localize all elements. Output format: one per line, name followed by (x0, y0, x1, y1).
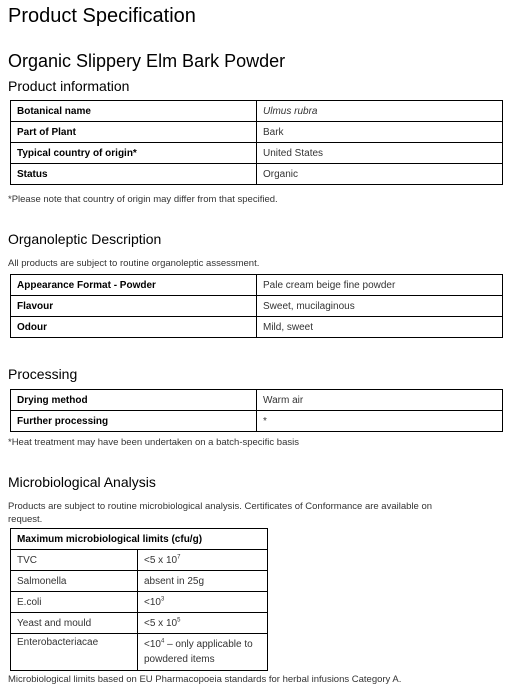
row-value: Organic (257, 164, 503, 185)
document-title: Product Specification (8, 5, 196, 27)
row-label: Botanical name (11, 101, 257, 122)
row-label: Enterobacteriacae (11, 634, 138, 671)
row-value: Mild, sweet (257, 317, 503, 338)
table-row (11, 122, 503, 143)
row-value: * (257, 411, 503, 432)
row-label: Status (11, 164, 257, 185)
product-name: Organic Slippery Elm Bark Powder (8, 51, 286, 71)
row-value: Warm air (257, 390, 503, 411)
row-value: Pale cream beige fine powder (257, 275, 503, 296)
processing-heading: Processing (8, 366, 78, 382)
table-row (11, 296, 503, 317)
heat-treatment-note: *Heat treatment may have been undertaken on a batch-specific basis (8, 437, 299, 448)
table-row (11, 390, 503, 411)
micro-limits-table (10, 528, 268, 671)
processing-table (10, 389, 503, 432)
table-row (11, 592, 268, 613)
table-row (11, 143, 503, 164)
row-value: Bark (257, 122, 503, 143)
table-row (11, 634, 268, 671)
table-row (11, 101, 503, 122)
row-label: TVC (11, 550, 138, 571)
micro-heading: Microbiological Analysis (8, 474, 156, 490)
row-value: <5 x $10^5$ (138, 613, 268, 634)
table-row (11, 317, 503, 338)
row-label: Further processing (11, 411, 257, 432)
table-row (11, 550, 268, 571)
row-value: United States (257, 143, 503, 164)
row-value: absent in 25g (138, 571, 268, 592)
table-header-row (11, 529, 268, 550)
table-row (11, 275, 503, 296)
micro-intro-line2: request. (8, 514, 43, 525)
table-row (11, 613, 268, 634)
row-label: Flavour (11, 296, 257, 317)
product-info-table (10, 100, 503, 185)
table-row (11, 571, 268, 592)
product-info-heading: Product information (8, 78, 130, 94)
table-row (11, 164, 503, 185)
row-value: $<10^4$ – only applicable to powdered items (138, 634, 268, 671)
micro-table-header: Maximum microbiological limits (cfu/g) (11, 529, 268, 550)
micro-intro-line1: Products are subject to routine microbiological analysis. Certificates of Conformance are available on (8, 501, 433, 512)
row-label: Yeast and mould (11, 613, 138, 634)
origin-note: *Please note that country of origin may differ from that specified. (8, 194, 278, 205)
row-value: <5 x $10^7$ (138, 550, 268, 571)
row-label: Salmonella (11, 571, 138, 592)
row-label: E.coli (11, 592, 138, 613)
row-value: $<10^3$ (138, 592, 268, 613)
row-label: Odour (11, 317, 257, 338)
row-label: Drying method (11, 390, 257, 411)
row-value: Sweet, mucilaginous (257, 296, 503, 317)
row-label: Part of Plant (11, 122, 257, 143)
organoleptic-intro: All products are subject to routine organoleptic assessment. (8, 258, 260, 269)
row-value: Ulmus rubra (257, 101, 503, 122)
row-label: Typical country of origin* (11, 143, 257, 164)
organoleptic-heading: Organoleptic Description (8, 231, 162, 247)
organoleptic-table (10, 274, 503, 338)
row-label: Appearance Format - Powder (11, 275, 257, 296)
table-row (11, 411, 503, 432)
micro-footer: Microbiological limits based on EU Pharmacopoeia standards for herbal infusions Category A. (8, 674, 402, 685)
